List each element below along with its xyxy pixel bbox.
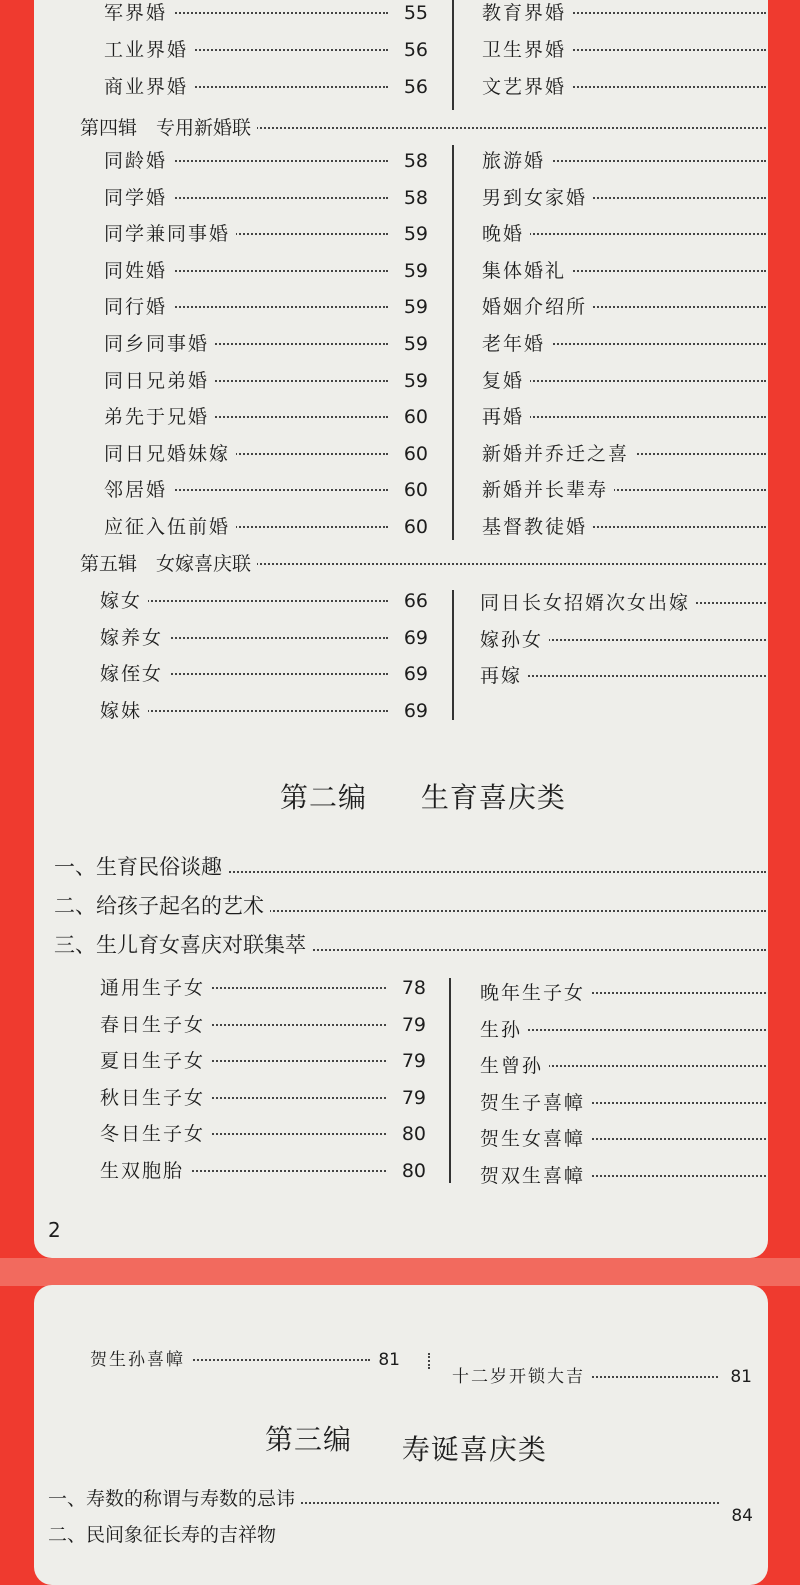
toc-entry (482, 475, 766, 505)
entry-label: 同日长女招婿次女出嫁 (480, 588, 696, 618)
toc-entry (100, 1046, 426, 1076)
toc-entry (100, 1156, 426, 1186)
entry-label: 同学婚 (104, 183, 173, 213)
entry-page: 59 (403, 369, 428, 392)
entry-label: 老年婚 (482, 329, 551, 359)
toc-entry (104, 329, 428, 359)
entry-label: 工业界婚 (104, 35, 194, 65)
section-title: 第四辑 专用新婚联 (80, 112, 257, 144)
toc-entry (480, 1088, 766, 1118)
toc-entry (104, 512, 428, 542)
entry-label: 同日兄婚妹嫁 (104, 439, 236, 469)
entry-label: 贺生孙喜幛 (90, 1345, 191, 1375)
column-divider (452, 145, 454, 540)
entry-label: 应征入伍前婚 (104, 512, 236, 542)
entry-label: 夏日生子女 (100, 1046, 211, 1076)
entry-label: 新婚并乔迁之喜 (482, 439, 635, 469)
column-divider (452, 590, 454, 720)
column-divider (428, 1353, 430, 1369)
entry-page: 69 (403, 699, 428, 722)
toc-entry (480, 1161, 766, 1191)
toc-entry (482, 0, 766, 28)
toc-entry (104, 219, 428, 249)
page-card-2 (34, 1285, 768, 1585)
toc-entry (100, 696, 428, 726)
toc-entry (104, 402, 428, 432)
separator-band (0, 1258, 800, 1286)
entry-page: 55 (403, 2, 428, 24)
entry-page: 81 (730, 1367, 752, 1387)
entry-label: 集体婚礼 (482, 256, 572, 286)
entry-label: 文艺界婚 (482, 72, 572, 102)
entry-page: 79 (401, 1086, 426, 1109)
entry-label: 新婚并长辈寿 (482, 475, 614, 505)
entry-label: 同学兼同事婚 (104, 219, 236, 249)
entry-label: 贺双生喜幛 (480, 1161, 591, 1191)
toc-entry (480, 1015, 766, 1045)
toc-entry (104, 146, 428, 176)
entry-page: 58 (403, 150, 428, 172)
entry-label: 婚姻介绍所 (482, 292, 593, 322)
entry-label: 贺生女喜幛 (480, 1124, 591, 1154)
entry-label: 弟先于兄婚 (104, 402, 215, 432)
entry-label: 嫁养女 (100, 623, 169, 653)
toc-entry (482, 219, 766, 249)
entry-page: 59 (403, 223, 428, 246)
toc-entry (482, 402, 766, 432)
section-title: 第五辑 女嫁喜庆联 (80, 548, 257, 580)
entry-label: 通用生子女 (100, 973, 211, 1003)
entry-label: 生双胞胎 (100, 1156, 190, 1186)
entry-page: 58 (403, 186, 428, 209)
toc-item (48, 1518, 753, 1552)
item-label: 一、生育民俗谈趣 (54, 850, 228, 884)
toc-item (54, 928, 766, 962)
item-label: 一、寿数的称谓与寿数的忌讳 (48, 1482, 301, 1516)
toc-entry (480, 661, 766, 691)
toc-item (48, 1482, 753, 1526)
entry-page: 59 (403, 296, 428, 319)
entry-page: 60 (403, 406, 428, 429)
entry-page: 78 (401, 977, 426, 999)
entry-label: 同龄婚 (104, 146, 173, 176)
toc-entry (104, 183, 428, 213)
toc-entry (104, 256, 428, 286)
part-heading-3 (265, 1418, 547, 1466)
toc-entry (482, 72, 766, 102)
entry-page: 60 (403, 516, 428, 538)
item-label: 二、民间象征长寿的吉祥物 (48, 1518, 282, 1552)
toc-entry (482, 146, 766, 176)
entry-label: 贺生子喜幛 (480, 1088, 591, 1118)
entry-page: 59 (403, 333, 428, 355)
toc-entry (480, 1124, 766, 1154)
part-number: 第三编 (265, 1423, 353, 1456)
toc-item (54, 850, 766, 884)
toc-entry (482, 35, 766, 65)
part-title: 生育喜庆类 (420, 781, 566, 814)
section-heading-4 (80, 112, 766, 144)
entry-label: 教育界婚 (482, 0, 572, 28)
entry-page: 69 (403, 626, 428, 649)
toc-entry (100, 623, 428, 653)
item-label: 二、给孩子起名的艺术 (54, 889, 270, 923)
toc-entry (104, 0, 428, 28)
toc-entry (104, 366, 428, 396)
entry-label: 再嫁 (480, 661, 528, 691)
toc-entry (100, 586, 428, 616)
toc-entry (482, 366, 766, 396)
entry-label: 生孙 (480, 1015, 528, 1045)
entry-label: 嫁女 (100, 586, 148, 616)
entry-label: 再婚 (482, 402, 530, 432)
entry-label: 同日兄弟婚 (104, 366, 215, 396)
entry-page: 80 (401, 1160, 426, 1182)
toc-entry (100, 1119, 426, 1149)
toc-entry (480, 978, 766, 1008)
entry-page: 56 (403, 76, 428, 98)
toc-entry (104, 72, 428, 102)
entry-label: 商业界婚 (104, 72, 194, 102)
page-number: 2 (48, 1218, 61, 1242)
entry-label: 嫁妹 (100, 696, 148, 726)
section-heading-5 (80, 548, 766, 580)
entry-page: 80 (401, 1123, 426, 1146)
entry-label: 晚年生子女 (480, 978, 591, 1008)
toc-entry (100, 659, 428, 689)
entry-label: 冬日生子女 (100, 1119, 211, 1149)
entry-label: 嫁孙女 (480, 625, 549, 655)
entry-label: 同行婚 (104, 292, 173, 322)
toc-entry (100, 1083, 426, 1113)
entry-label: 同乡同事婚 (104, 329, 215, 359)
toc-entry (100, 1010, 426, 1040)
entry-page: 59 (403, 259, 428, 282)
entry-label: 春日生子女 (100, 1010, 211, 1040)
toc-entry (480, 625, 766, 655)
toc-entry (482, 329, 766, 359)
toc-entry (480, 1051, 766, 1081)
entry-page: 81 (378, 1350, 400, 1370)
entry-label: 生曾孙 (480, 1051, 549, 1081)
entry-label: 晚婚 (482, 219, 530, 249)
toc-entry (482, 439, 766, 469)
entry-page: 66 (403, 590, 428, 612)
entry-page: 69 (403, 663, 428, 685)
toc-entry (90, 1345, 410, 1375)
toc-entry (482, 183, 766, 213)
page-card-1 (34, 0, 768, 1258)
column-divider (449, 978, 451, 1183)
entry-label: 嫁侄女 (100, 659, 169, 689)
entry-label: 邻居婚 (104, 475, 173, 505)
toc-entry (482, 256, 766, 286)
toc-entry (100, 973, 426, 1003)
toc-entry (482, 512, 766, 542)
column-divider (452, 0, 454, 110)
entry-page: 60 (403, 479, 428, 502)
entry-page: 60 (403, 442, 428, 465)
entry-page: 56 (403, 39, 428, 61)
entry-label: 旅游婚 (482, 146, 551, 176)
part-heading-2 (280, 776, 566, 816)
entry-label: 复婚 (482, 366, 530, 396)
toc-entry (104, 292, 428, 322)
item-label: 三、生儿育女喜庆对联集萃 (54, 928, 312, 962)
entry-label: 军界婚 (104, 0, 173, 28)
toc-entry (482, 292, 766, 322)
entry-label: 十二岁开锁大吉 (452, 1362, 591, 1392)
entry-page: 79 (401, 1013, 426, 1036)
toc-entry (452, 1362, 752, 1392)
item-page: 84 (731, 1506, 753, 1526)
toc-entry (104, 35, 428, 65)
entry-label: 卫生界婚 (482, 35, 572, 65)
part-number: 第二编 (280, 781, 368, 814)
entry-label: 基督教徒婚 (482, 512, 593, 542)
toc-entry (480, 588, 766, 618)
toc-entry (104, 475, 428, 505)
entry-label: 秋日生子女 (100, 1083, 211, 1113)
entry-page: 79 (401, 1050, 426, 1073)
part-title: 寿诞喜庆类 (401, 1433, 547, 1466)
entry-label: 男到女家婚 (482, 183, 593, 213)
toc-item (54, 889, 766, 923)
toc-entry (104, 439, 428, 469)
entry-label: 同姓婚 (104, 256, 173, 286)
